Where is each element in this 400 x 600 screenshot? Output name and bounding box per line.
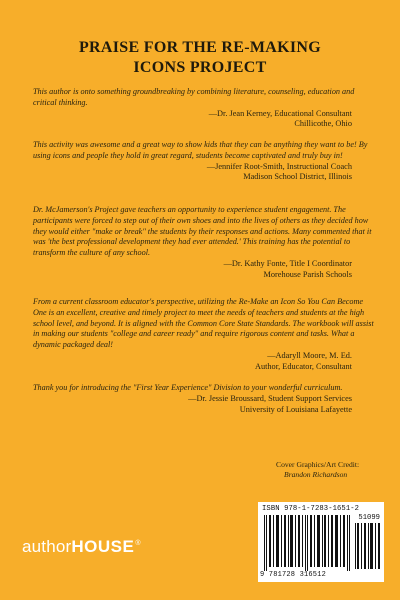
review-attribution <box>33 109 378 131</box>
reviewer-name: —Jennifer Root-Smith, Instructional Coach <box>206 161 352 171</box>
review-attribution <box>33 351 378 373</box>
logo-text-author: author <box>22 537 72 556</box>
credit-label: Cover Graphics/Art Credit: <box>276 460 360 469</box>
review-1 <box>33 87 378 130</box>
review-quote: From a current classroom educator's perspective, utilizing the Re-Make an Icon So You Can Become One is an excellent, creative and timely project to meet the needs of teachers and students at the high school level, and beyond. It is aligned with the Common Core State Standards. The workbook will assist in making our students "college and career ready" and require rigorous content and tasks. What a dynamic packaged deal! <box>33 297 374 350</box>
barcode-bars-icon <box>262 515 352 571</box>
reviewer-name: —Dr. Jessie Broussard, Student Support Services <box>188 393 352 403</box>
review-5 <box>33 383 378 415</box>
reviewer-name: —Dr. Jean Kerney, Educational Consultant <box>208 108 352 118</box>
reviewer-affiliation: Author, Educator, Consultant <box>254 361 352 371</box>
barcode-digits: 9 781728 316512 <box>260 571 327 579</box>
price-code: 51099 <box>358 514 380 522</box>
logo-text-house: HOUSE <box>71 537 135 556</box>
review-attribution <box>33 162 378 184</box>
review-quote: This author is onto something groundbreaking by combining literature, counseling, education and critical thinking. <box>33 87 355 107</box>
review-3 <box>33 205 378 281</box>
review-quote: This activity was awesome and a great way to show kids that they can be anything they want to be! By using icons and people they hold in great regard, students become captivated and truly buy in! <box>33 140 368 160</box>
reviewer-affiliation: Morehouse Parish Schools <box>263 269 352 279</box>
reviewer-affiliation: Madison School District, Illinois <box>243 172 352 182</box>
title-line-2: ICONS PROJECT <box>133 59 267 76</box>
review-4 <box>33 297 378 373</box>
reviewer-name: —Dr. Kathy Fonte, Title I Coordinator <box>223 258 352 268</box>
cover-art-credit <box>276 460 386 480</box>
reviewer-affiliation: Chillicothe, Ohio <box>294 119 352 129</box>
publisher-logo <box>22 537 141 557</box>
review-attribution <box>33 394 378 416</box>
review-quote: Dr. McJamerson's Project gave teachers an opportunity to experience student engagement. The participants were forced to step out of their own shoes and into the lives of others as they decided how they would either "make or break" the students by their responses and actions. Many commented that it was 'the best professional development they had ever attended.' This training has the potential to transform the culture of any school. <box>33 205 372 258</box>
isbn-barcode <box>258 502 384 582</box>
title-line-1: PRAISE FOR THE RE-MAKING <box>78 39 322 56</box>
registered-mark-icon: ® <box>135 540 141 548</box>
barcode-addon-bars-icon <box>355 523 381 569</box>
page-title <box>0 38 400 78</box>
review-quote: Thank you for introducing the "First Year Experience" Division to your wonderful curriculum. <box>33 383 343 392</box>
review-attribution <box>33 259 378 281</box>
reviewer-name: —Adaryll Moore, M. Ed. <box>267 350 352 360</box>
credit-name: Brandon Richardson <box>284 470 348 479</box>
reviewer-affiliation: University of Louisiana Lafayette <box>239 404 352 414</box>
isbn-label: ISBN 978-1-7283-1651-2 <box>262 505 360 513</box>
review-2 <box>33 140 378 183</box>
